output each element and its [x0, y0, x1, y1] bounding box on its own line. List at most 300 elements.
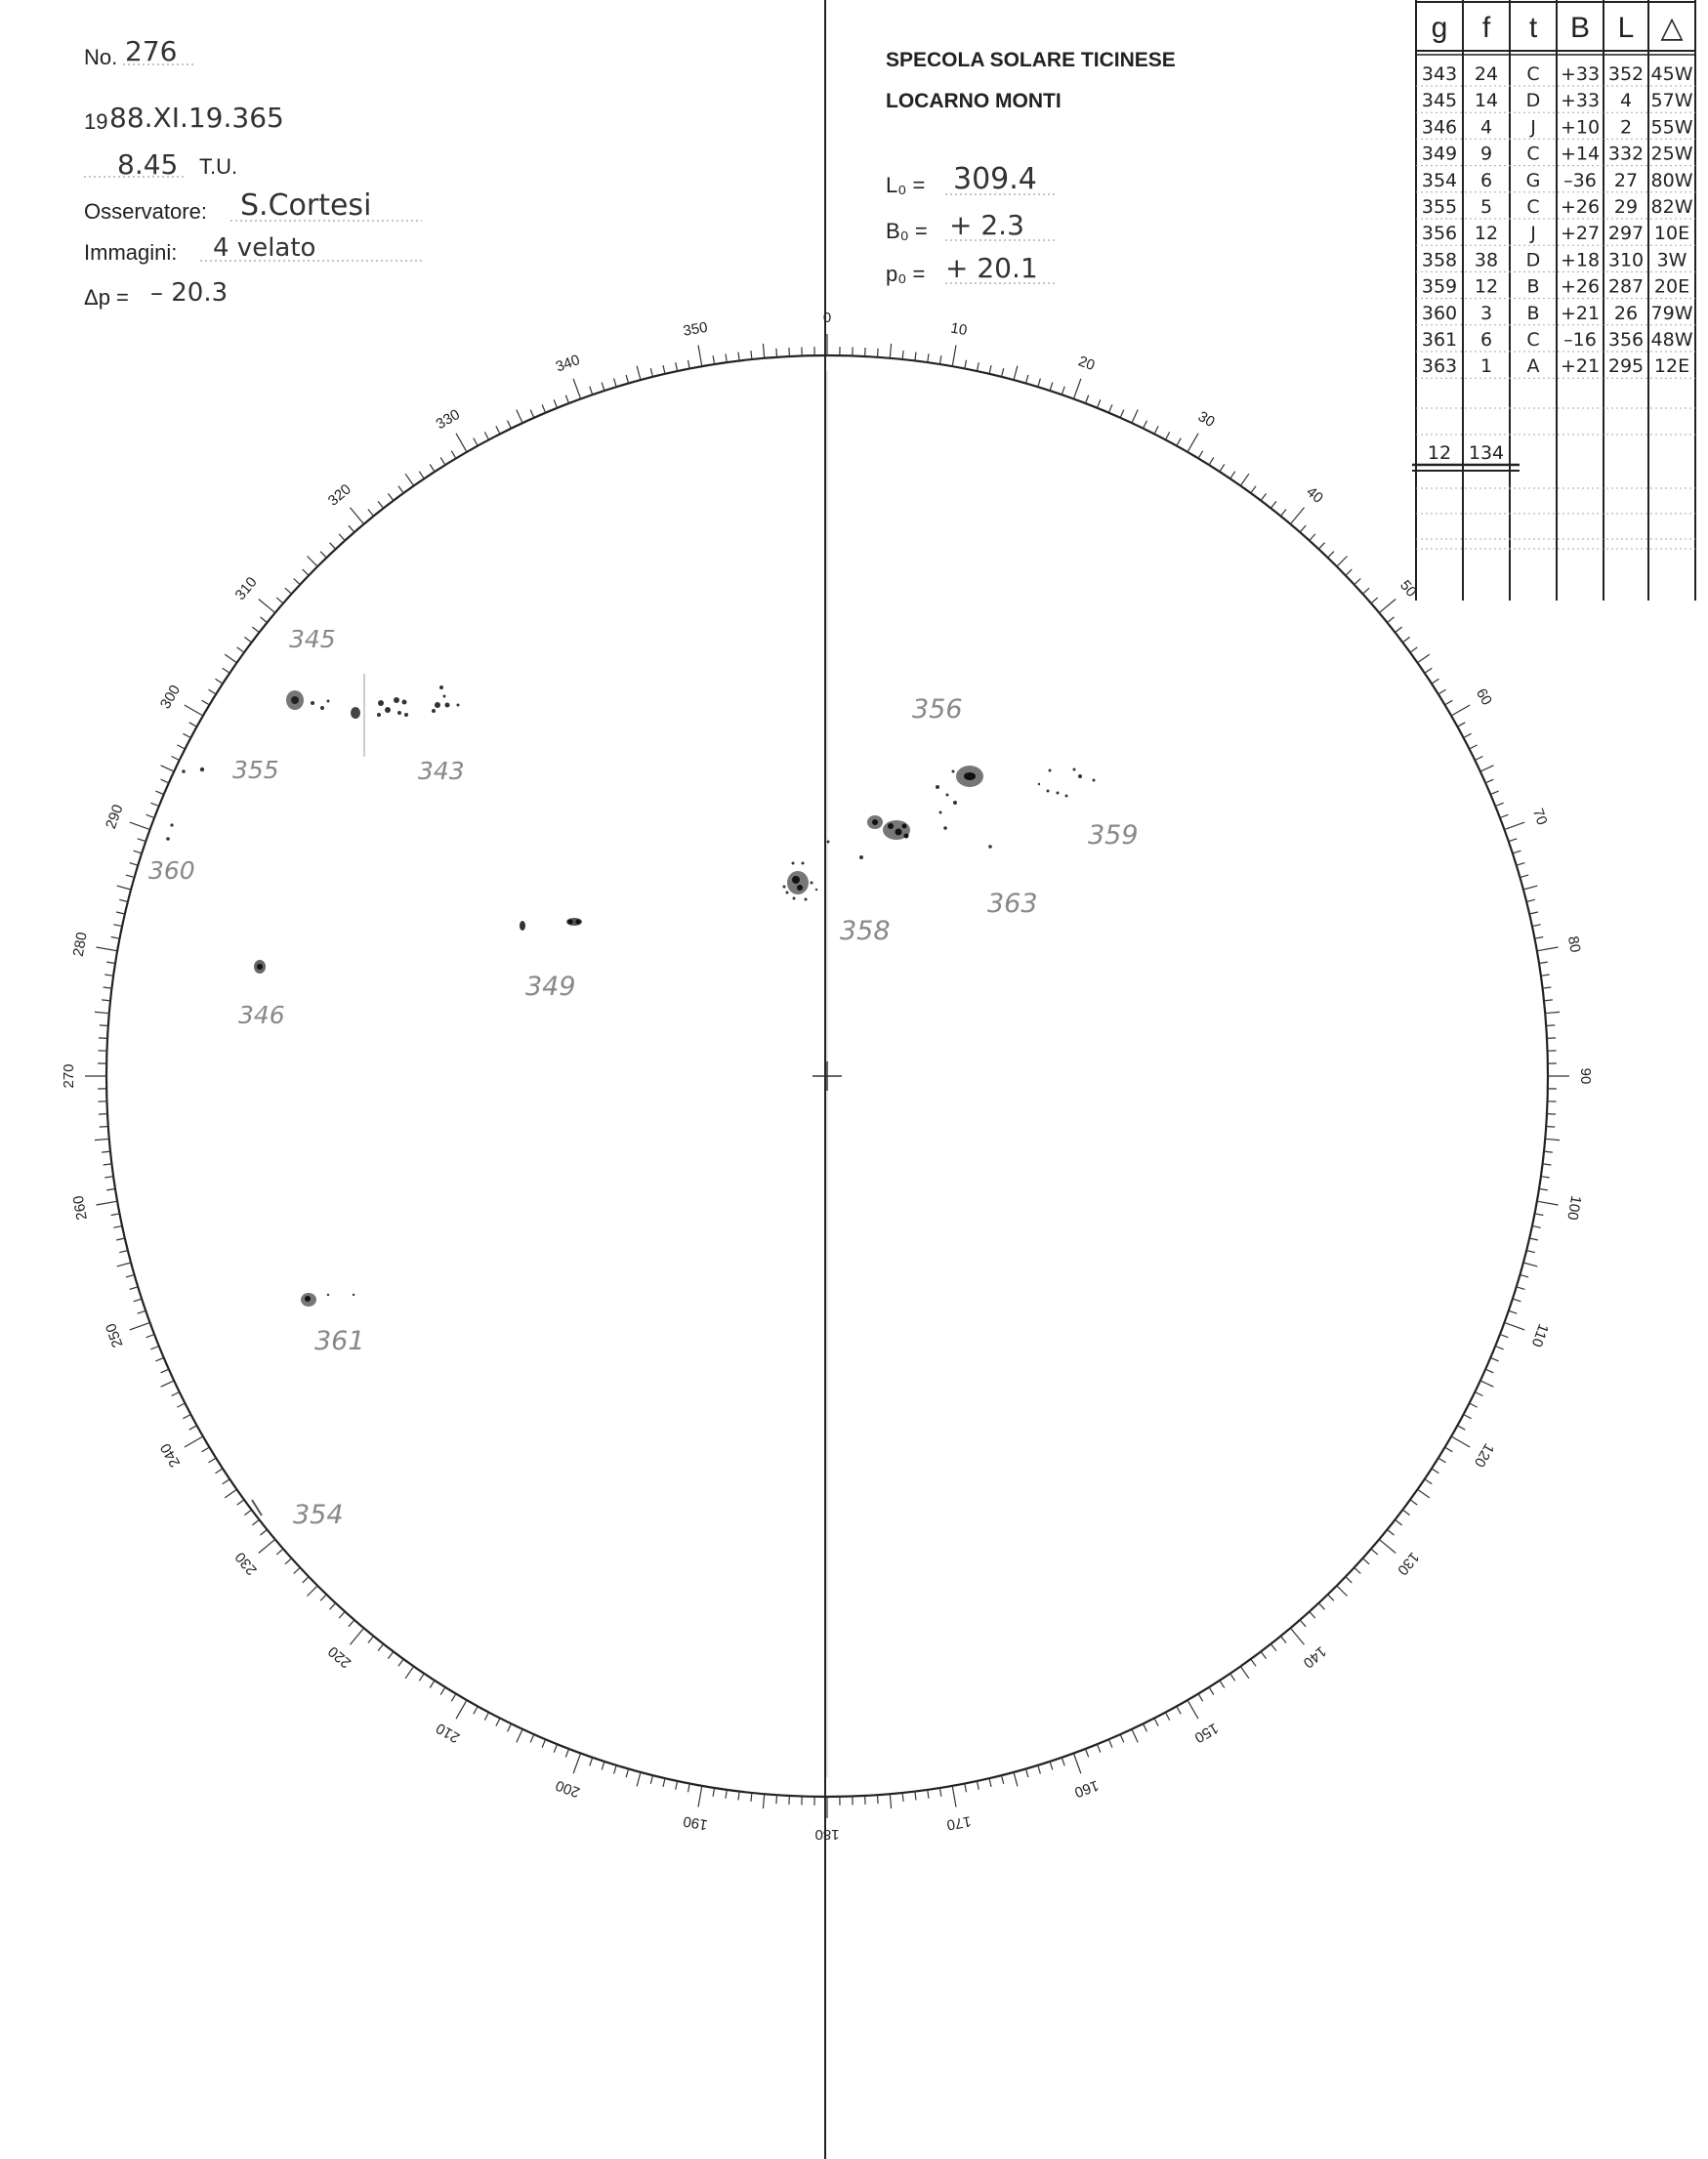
scale-tick — [225, 1489, 236, 1498]
scale-label: 150 — [1191, 1719, 1222, 1747]
scale-tick — [276, 598, 283, 603]
scale-tick — [320, 1595, 326, 1600]
scale-tick — [99, 1114, 107, 1115]
sunspot-group-cluster — [827, 815, 947, 859]
scale-tick — [1500, 1335, 1508, 1338]
scale-tick — [939, 355, 941, 364]
table-cell: B — [1526, 275, 1540, 298]
scale-tick — [1346, 569, 1352, 575]
scale-tick — [1251, 486, 1256, 493]
scale-label: 290 — [103, 802, 127, 832]
scale-tick — [216, 679, 224, 684]
orientation-params — [886, 162, 1057, 286]
scale-tick — [308, 557, 318, 567]
scale-tick — [474, 438, 478, 446]
scale-tick — [1396, 627, 1402, 633]
scale-tick — [126, 1274, 135, 1277]
scale-tick — [1523, 1263, 1537, 1266]
scale-tick — [1362, 1558, 1369, 1564]
scale-tick — [1086, 395, 1089, 403]
scale-tick — [989, 365, 991, 374]
sunspot-group-345 — [286, 690, 330, 710]
scale-tick — [440, 1687, 445, 1695]
scale-tick — [508, 421, 512, 429]
scale-label: 120 — [1470, 1440, 1498, 1471]
scale-tick — [1547, 1114, 1556, 1115]
scale-tick — [456, 1700, 467, 1719]
scale-tick — [378, 1644, 384, 1651]
scale-tick — [104, 987, 112, 988]
time-value: 8.45 — [117, 148, 179, 181]
sunspot-group-361 — [301, 1293, 354, 1307]
scale-tick — [1354, 579, 1361, 585]
scale-tick — [177, 745, 185, 749]
scale-tick — [789, 348, 790, 356]
number-value: 276 — [125, 35, 178, 67]
table-cell: –36 — [1563, 169, 1597, 191]
sunspot-group-346 — [254, 960, 266, 974]
sunspot-group-356 — [936, 766, 983, 814]
table-cell: +10 — [1560, 116, 1601, 139]
scale-tick — [1177, 438, 1181, 446]
scale-label: 300 — [156, 682, 185, 712]
scale-tick — [626, 1768, 629, 1777]
scale-label: 110 — [1527, 1321, 1552, 1349]
scale-tick — [1418, 1489, 1430, 1498]
scale-tick — [1520, 1274, 1528, 1277]
scale-tick — [1362, 588, 1369, 594]
scale-tick — [456, 434, 467, 452]
scale-tick — [223, 1479, 230, 1484]
scale-tick — [1108, 1739, 1112, 1747]
scale-tick — [104, 975, 113, 976]
scale-tick — [1251, 1659, 1256, 1666]
scale-tick — [1517, 863, 1525, 866]
scale-label: 190 — [682, 1812, 709, 1834]
scale-tick — [663, 1778, 665, 1787]
scale-label: 20 — [1075, 353, 1098, 375]
scale-label: 340 — [553, 352, 583, 376]
table-cell: C — [1526, 196, 1540, 218]
scale-tick — [688, 360, 690, 369]
scale-tick — [116, 912, 125, 914]
date-value: 88.XI.19.365 — [109, 102, 284, 134]
scale-tick — [890, 344, 891, 358]
scale-tick — [1517, 1287, 1525, 1290]
scale-label: 40 — [1303, 483, 1326, 507]
scale-tick — [1038, 1765, 1041, 1774]
sunspot-group-360 — [166, 823, 173, 840]
scale-tick — [138, 1310, 146, 1313]
table-cell: C — [1526, 143, 1540, 165]
scale-tick — [977, 1781, 979, 1790]
table-cell: 356 — [1421, 223, 1458, 245]
scale-tick — [1230, 472, 1235, 479]
scale-tick — [1458, 723, 1466, 727]
table-cell: 3 — [1479, 302, 1493, 324]
table-cell: B — [1526, 302, 1540, 324]
table-cell: 4 — [1619, 90, 1633, 112]
scale-tick — [713, 1788, 715, 1797]
scale-tick — [451, 451, 456, 459]
scale-tick — [1073, 379, 1081, 399]
scale-tick — [1546, 1127, 1555, 1128]
scale-tick — [185, 705, 203, 716]
scale-tick — [1505, 822, 1525, 830]
scale-tick — [496, 426, 500, 434]
scale-tick — [1038, 379, 1041, 388]
scale-tick — [1505, 1322, 1525, 1330]
scale-tick — [225, 654, 236, 663]
group-labels — [148, 625, 1139, 1530]
scale-tick — [738, 353, 739, 361]
scale-label: 250 — [103, 1320, 127, 1350]
scale-label: 330 — [433, 405, 463, 434]
header-block — [84, 35, 422, 310]
table-cell: 9 — [1479, 143, 1493, 165]
scale-tick — [1500, 814, 1508, 817]
scale-tick — [223, 668, 230, 673]
scale-tick — [763, 344, 764, 358]
scale-tick — [1545, 1012, 1560, 1013]
scale-tick — [1475, 1392, 1482, 1396]
table-cell: C — [1526, 329, 1540, 351]
scale-tick — [590, 1758, 593, 1766]
scale-tick — [508, 1723, 512, 1731]
table-cell: 310 — [1607, 249, 1645, 271]
table-header-0: g — [1431, 12, 1448, 44]
scale-tick — [865, 1796, 866, 1805]
table-cell: 10E — [1653, 223, 1690, 245]
scale-tick — [1470, 745, 1478, 749]
scale-label: 100 — [1563, 1194, 1585, 1222]
scale-tick — [1290, 1628, 1304, 1644]
scale-tick — [626, 375, 629, 384]
group-label-363: 363 — [987, 889, 1038, 919]
scale-tick — [1537, 947, 1559, 951]
scale-tick — [915, 1792, 916, 1801]
scale-tick — [339, 534, 345, 541]
scale-tick — [1280, 510, 1286, 517]
group-label-346: 346 — [238, 1001, 285, 1029]
scale-tick — [928, 1790, 929, 1799]
scale-label: 310 — [231, 573, 261, 603]
scale-tick — [1388, 1529, 1395, 1535]
table-cell: 5 — [1479, 196, 1493, 218]
scale-tick — [116, 1238, 125, 1240]
scale-tick — [150, 803, 158, 806]
observatory-line1: SPECOLA SOLARE TICINESE — [886, 49, 1176, 71]
scale-tick — [161, 766, 175, 771]
scale-tick — [130, 863, 139, 866]
scale-tick — [1187, 434, 1198, 452]
scale-tick — [100, 1127, 108, 1128]
scale-tick — [1098, 399, 1101, 407]
scale-tick — [1220, 465, 1225, 473]
scale-label: 180 — [814, 1826, 840, 1844]
scale-label: 0 — [822, 309, 832, 326]
table-total-g: 12 — [1427, 442, 1452, 464]
scale-tick — [209, 689, 217, 694]
scale-tick — [530, 1734, 534, 1742]
scale-tick — [138, 839, 146, 842]
scale-tick — [97, 1201, 118, 1205]
scale-tick — [1485, 779, 1493, 783]
scale-label: 260 — [69, 1194, 91, 1222]
table-cell: 48W — [1650, 329, 1693, 351]
scale-label: 280 — [69, 931, 91, 958]
scale-tick — [130, 1322, 150, 1330]
scale-tick — [303, 1577, 309, 1583]
table-cell: 6 — [1479, 169, 1493, 191]
scale-label: 130 — [1394, 1549, 1423, 1579]
scale-tick — [202, 700, 210, 705]
scale-tick — [517, 1729, 522, 1743]
images-value: 4 velato — [213, 233, 316, 263]
table-cell: J — [1530, 116, 1536, 139]
scale-tick — [388, 493, 394, 500]
sunspot-group-359 — [1038, 768, 1096, 798]
scale-tick — [183, 733, 190, 737]
table-cell: 355 — [1421, 196, 1458, 218]
table-cell: 45W — [1650, 63, 1693, 85]
table-cell: 12 — [1474, 275, 1499, 298]
scale-tick — [865, 348, 866, 356]
scale-tick — [1537, 1201, 1559, 1205]
scale-tick — [388, 1651, 394, 1658]
scale-tick — [1062, 387, 1064, 395]
group-label-349: 349 — [525, 972, 576, 1002]
scale-tick — [650, 368, 652, 377]
scale-tick — [1396, 1519, 1402, 1525]
observer-value: S.Cortesi — [240, 188, 372, 223]
scale-tick — [1120, 1734, 1124, 1742]
scale-tick — [1425, 668, 1433, 673]
scale-tick — [614, 379, 617, 388]
scale-tick — [1261, 1651, 1267, 1658]
scale-tick — [484, 1713, 488, 1721]
scale-tick — [474, 1707, 478, 1715]
sunspot-group-349 — [520, 918, 582, 931]
scale-tick — [1546, 1025, 1555, 1026]
group-label-359: 359 — [1088, 820, 1139, 851]
scale-tick — [1480, 766, 1494, 771]
scale-tick — [102, 1000, 110, 1001]
scale-tick — [713, 355, 715, 364]
scale-tick — [1532, 1225, 1541, 1227]
table-cell: +26 — [1560, 275, 1601, 298]
table-header-3: B — [1569, 12, 1591, 44]
table-cell: 295 — [1607, 355, 1645, 378]
scale-tick — [330, 543, 336, 550]
scale-tick — [276, 1549, 283, 1555]
scale-tick — [285, 588, 292, 594]
scale-tick — [1438, 689, 1446, 694]
scale-tick — [1318, 543, 1324, 550]
scale-tick — [1025, 375, 1028, 384]
table-cell: 363 — [1421, 355, 1458, 378]
scale-tick — [430, 1681, 435, 1688]
scale-tick — [189, 1426, 197, 1430]
scale-tick — [1451, 1436, 1470, 1447]
table-header-5: △ — [1660, 12, 1684, 44]
scale-label: 140 — [1300, 1642, 1330, 1672]
table-cell: 2 — [1619, 116, 1633, 139]
scale-tick — [308, 1586, 318, 1597]
scale-tick — [134, 1299, 143, 1302]
scale-tick — [902, 351, 903, 359]
scale-tick — [573, 379, 581, 399]
B0-label: B₀ = — [886, 219, 928, 243]
scale-tick — [1402, 637, 1409, 643]
table-cell: +33 — [1560, 90, 1601, 112]
scale-tick — [1464, 733, 1472, 737]
scale-tick — [751, 351, 752, 359]
scale-tick — [1166, 432, 1170, 439]
scale-tick — [351, 508, 364, 524]
scale-tick — [419, 472, 424, 479]
scale-tick — [1541, 1177, 1550, 1178]
scale-tick — [542, 1739, 546, 1747]
table-cell: 26 — [1613, 302, 1639, 324]
scale-tick — [1526, 899, 1535, 901]
scale-tick — [1543, 987, 1552, 988]
scale-tick — [1464, 1415, 1472, 1419]
scale-tick — [484, 432, 488, 439]
scale-tick — [1544, 1151, 1553, 1152]
scale-tick — [1480, 1381, 1494, 1387]
scale-tick — [602, 1762, 604, 1770]
scale-tick — [688, 1783, 690, 1792]
scale-tick — [939, 1788, 941, 1797]
scale-tick — [1310, 1611, 1315, 1618]
scale-tick — [1520, 875, 1528, 878]
scale-label: 80 — [1563, 934, 1584, 954]
scale-tick — [1328, 1595, 1334, 1600]
scale-tick — [285, 1558, 292, 1564]
table-cell: 1 — [1479, 355, 1493, 378]
scale-tick — [726, 353, 727, 362]
scale-tick — [1177, 1707, 1181, 1715]
scale-tick — [97, 947, 118, 951]
scale-tick — [130, 822, 150, 830]
scale-label: 230 — [231, 1549, 261, 1579]
table-cell: 12 — [1474, 223, 1499, 245]
scale-tick — [1209, 458, 1214, 466]
scale-tick — [161, 1369, 169, 1373]
scale-label: 320 — [324, 480, 354, 510]
table-cell: 354 — [1421, 169, 1458, 191]
table-cell: +26 — [1560, 196, 1601, 218]
scale-tick — [1509, 1310, 1518, 1313]
scale-tick — [117, 1263, 131, 1266]
table-cell: +18 — [1560, 249, 1601, 271]
scale-tick — [1509, 839, 1518, 842]
scale-tick — [244, 1510, 251, 1515]
table-cell: 6 — [1479, 329, 1493, 351]
scale-tick — [1346, 1577, 1352, 1583]
scale-tick — [614, 1765, 617, 1774]
table-cell: G — [1525, 169, 1541, 191]
scale-tick — [104, 1177, 113, 1178]
table-cell: 79W — [1650, 302, 1693, 324]
scale-label: 10 — [949, 319, 969, 340]
scale-tick — [1187, 1700, 1198, 1719]
table-cell: +14 — [1560, 143, 1601, 165]
table-cell: 25W — [1650, 143, 1693, 165]
scale-tick — [150, 1347, 158, 1349]
scale-tick — [952, 346, 956, 367]
scale-tick — [303, 569, 309, 575]
scale-tick — [113, 1225, 122, 1227]
scale-tick — [368, 1637, 374, 1643]
table-cell: 343 — [1421, 63, 1458, 85]
table-cell: +21 — [1560, 302, 1601, 324]
scale-tick — [330, 1603, 336, 1610]
scale-tick — [977, 362, 979, 371]
scale-tick — [1220, 1681, 1225, 1688]
sunspot-group-358 — [783, 862, 818, 901]
scale-tick — [95, 1139, 109, 1140]
table-cell: 345 — [1421, 90, 1458, 112]
scale-tick — [405, 474, 414, 485]
scale-tick — [878, 1795, 879, 1804]
scale-tick — [405, 1667, 414, 1679]
scale-tick — [1534, 1214, 1543, 1216]
scale-tick — [1529, 1238, 1538, 1240]
scale-tick — [1144, 421, 1147, 429]
scale-tick — [1209, 1687, 1214, 1695]
dp-label: Δp = — [84, 285, 129, 310]
scale-label: 240 — [156, 1440, 185, 1471]
scale-tick — [1371, 1549, 1378, 1555]
scale-tick — [565, 1749, 568, 1757]
scale-tick — [320, 552, 326, 558]
scale-tick — [1337, 557, 1348, 567]
scale-tick — [1539, 1188, 1548, 1190]
table-cell: 29 — [1613, 196, 1639, 218]
scale-tick — [430, 465, 435, 473]
scale-tick — [216, 1469, 224, 1474]
table-cell: C — [1526, 63, 1540, 85]
table-cell: +27 — [1560, 223, 1601, 245]
table-cell: 4 — [1479, 116, 1493, 139]
scale-tick — [776, 349, 777, 357]
scale-tick — [1062, 1758, 1064, 1766]
scale-tick — [1050, 1762, 1053, 1770]
scale-tick — [1485, 1369, 1493, 1373]
scale-tick — [185, 1436, 203, 1447]
scale-tick — [440, 458, 445, 466]
scale-tick — [155, 1357, 163, 1361]
scale-tick — [1198, 451, 1203, 459]
group-label-356: 356 — [912, 694, 963, 725]
scale-tick — [1451, 705, 1470, 716]
scale-tick — [1354, 1567, 1361, 1573]
scale-tick — [261, 617, 268, 623]
date-prefix: 19 — [84, 109, 108, 134]
scale-tick — [177, 1403, 185, 1407]
table-cell: 358 — [1421, 249, 1458, 271]
scale-tick — [119, 899, 128, 901]
scale-tick — [763, 1794, 764, 1808]
scale-tick — [1025, 1768, 1028, 1777]
scale-tick — [104, 1164, 112, 1165]
scale-tick — [209, 1458, 217, 1463]
scale-tick — [126, 875, 135, 878]
table-cell: 349 — [1421, 143, 1458, 165]
scale-tick — [698, 346, 702, 367]
